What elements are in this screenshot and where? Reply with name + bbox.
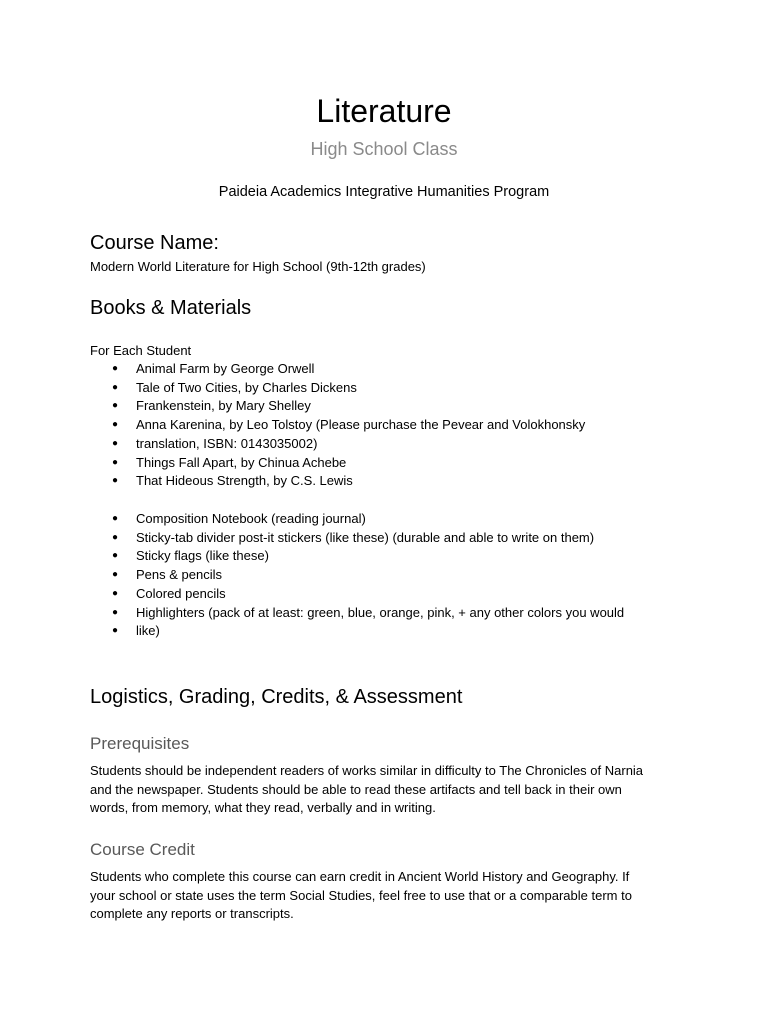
paragraph-line: your school or state uses the term Social Studies, feel free to use that or a comparable term to [90, 887, 632, 903]
list-item [90, 585, 624, 604]
paragraph-line: Students should be independent readers of works similar in difficulty to The Chronicles of Narnia [90, 763, 644, 778]
list-item [90, 379, 585, 398]
book-item: Tale of Two Cities, by Charles Dickens [136, 379, 357, 395]
list-item [90, 472, 585, 491]
list-item [90, 547, 624, 566]
book-item: Anna Karenina, by Leo Tolstoy (Please purchase the Pevear and Volokhonsky [136, 417, 586, 433]
list-item [90, 510, 624, 529]
bullet-icon: ● [112, 419, 119, 431]
list-item [90, 454, 585, 473]
supply-item: like) [136, 623, 160, 639]
list-item [90, 416, 585, 435]
bullet-icon: ● [112, 550, 119, 562]
document-subtitle: High School Class [310, 139, 458, 159]
supply-item: Sticky-tab divider post-it stickers (like these) (durable and able to write on them) [136, 529, 595, 545]
bullet-icon: ● [112, 437, 119, 449]
bullet-icon: ● [112, 587, 119, 599]
bullet-icon: ● [112, 513, 119, 524]
prerequisites-heading: Prerequisites [90, 734, 190, 753]
book-item: That Hideous Strength, by C.S. Lewis [136, 473, 353, 489]
book-item: Things Fall Apart, by Chinua Achebe [136, 454, 347, 470]
bullet-icon: ● [112, 531, 119, 543]
bullet-icon: ● [112, 363, 119, 374]
supply-item: Composition Notebook (reading journal) [136, 511, 366, 526]
supply-item: Pens & pencils [136, 567, 222, 583]
list-item [90, 435, 585, 454]
book-item: Frankenstein, by Mary Shelley [136, 398, 311, 414]
supplies-list [90, 510, 624, 641]
bullet-icon: ● [112, 625, 119, 637]
book-item: Animal Farm by George Orwell [136, 361, 315, 376]
paragraph-line: words, from memory, what they read, verbally and in writing. [90, 800, 436, 816]
paragraph-line: and the newspaper. Students should be able to read these artifacts and tell back in their own [90, 781, 622, 797]
list-item [90, 604, 624, 623]
bullet-icon: ● [112, 456, 119, 468]
bullet-icon: ● [112, 475, 119, 487]
paragraph-line: complete any reports or transcripts. [90, 906, 294, 922]
course-name-heading: Course Name: [90, 232, 219, 254]
document-title: Literature [316, 93, 452, 129]
list-item [90, 622, 624, 641]
course-name-value: Modern World Literature for High School (9th-12th grades) [90, 259, 426, 274]
logistics-heading: Logistics, Grading, Credits, & Assessment [90, 686, 463, 708]
prerequisites-text [90, 762, 690, 818]
program-name: Paideia Academics Integrative Humanities Program [218, 184, 550, 200]
bullet-icon: ● [112, 569, 119, 581]
list-item [90, 529, 624, 548]
bullet-icon: ● [112, 400, 119, 412]
supply-item: Sticky flags (like these) [136, 548, 269, 564]
list-item [90, 397, 585, 416]
book-item: translation, ISBN: 0143035002) [136, 435, 318, 451]
supply-item: Highlighters (pack of at least: green, blue, orange, pink, + any other colors you would [136, 604, 625, 620]
list-item [90, 360, 585, 379]
bullet-icon: ● [112, 606, 119, 618]
paragraph-line: Students who complete this course can earn credit in Ancient World History and Geography. If [90, 869, 630, 884]
list-item [90, 566, 624, 585]
supply-item: Colored pencils [136, 585, 226, 601]
course-credit-heading: Course Credit [90, 840, 195, 859]
books-list [90, 360, 585, 491]
books-intro: For Each Student [90, 343, 192, 358]
bullet-icon: ● [112, 381, 119, 393]
books-materials-heading: Books & Materials [90, 297, 252, 319]
course-credit-text [90, 868, 690, 924]
